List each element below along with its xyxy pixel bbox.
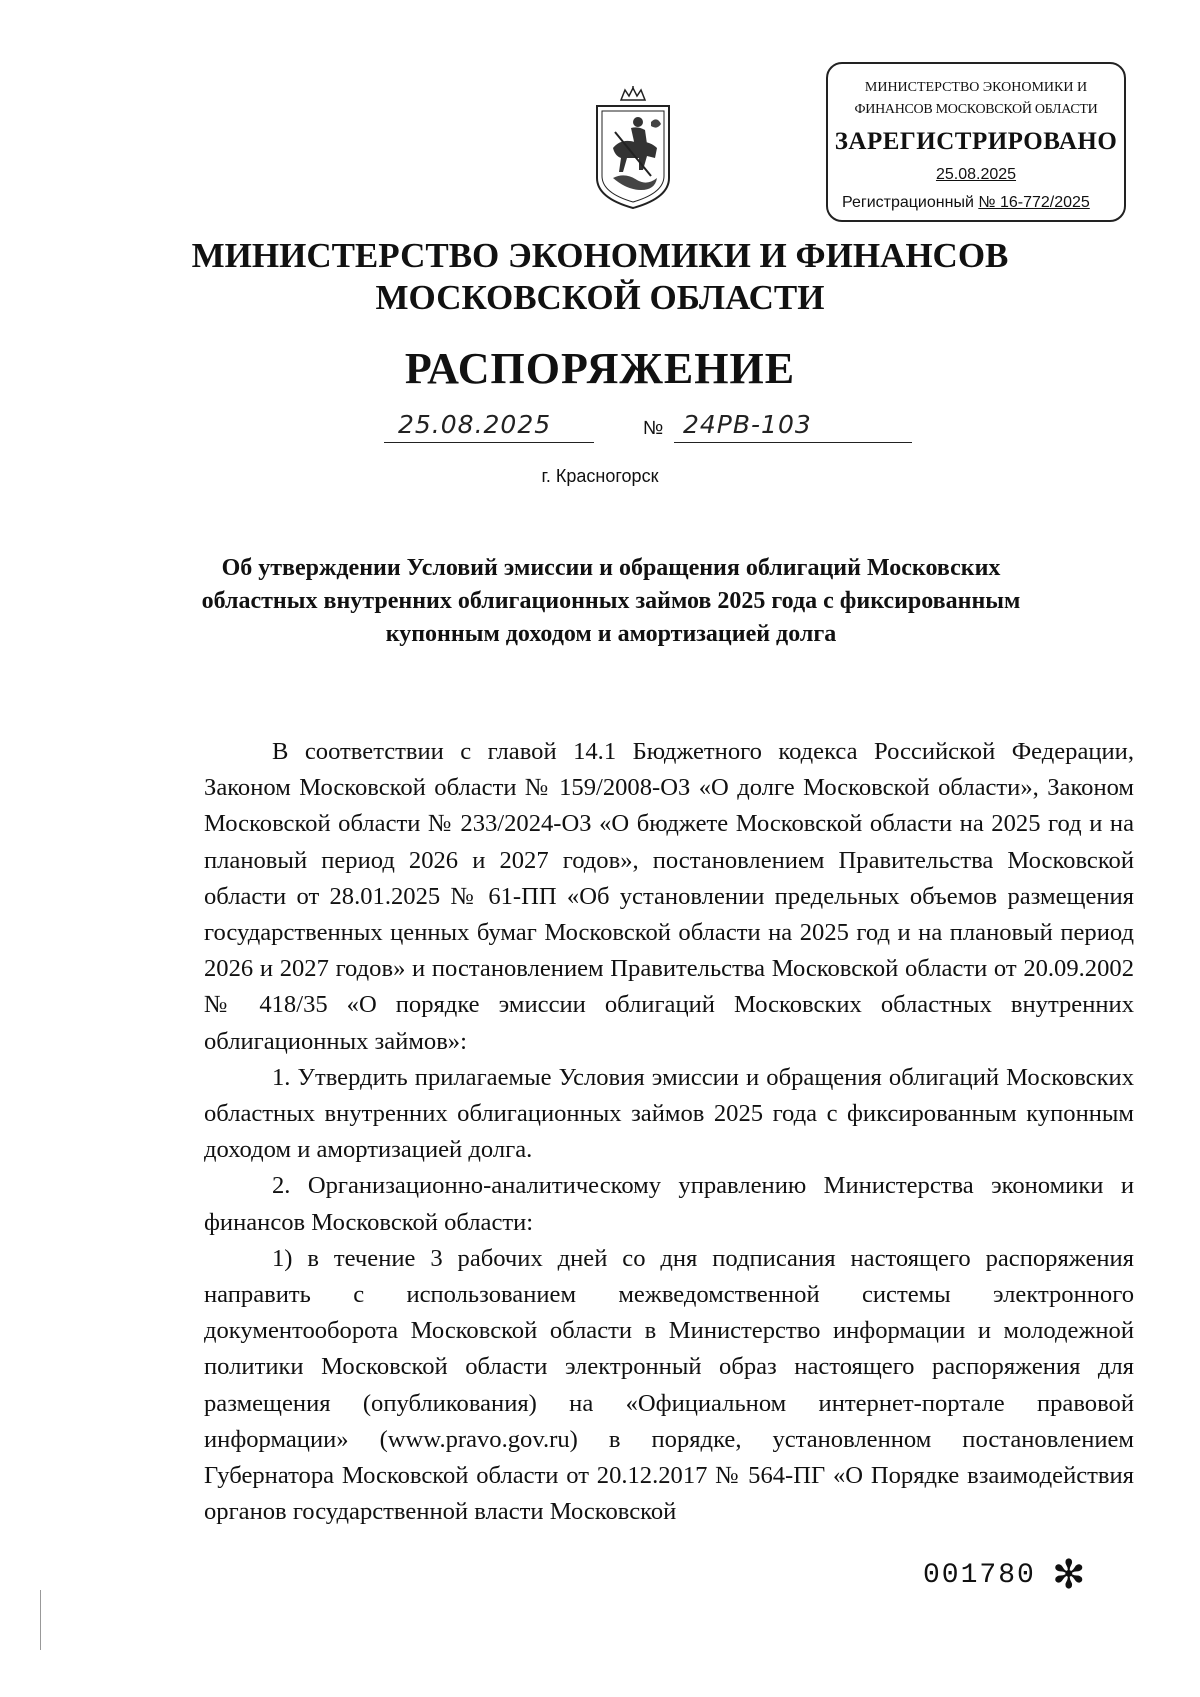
handwritten-number: 24РВ-103 — [683, 410, 812, 439]
document-subject: Об утверждении Условий эмиссии и обращения облигаций Московских областных внутренних облигационных займов 2025 года с фиксированным купонным доходом и амортизацией долга — [201, 555, 1021, 647]
document-type-title: РАСПОРЯЖЕНИЕ — [404, 344, 796, 393]
handwritten-date: 25.08.2025 — [398, 410, 552, 439]
stamp-line2: ФИНАНСОВ МОСКОВСКОЙ ОБЛАСТИ — [854, 102, 1098, 117]
date-number-line — [378, 410, 918, 450]
ministry-name-line1: МИНИСТЕРСТВО ЭКОНОМИКИ И ФИНАНСОВ — [191, 236, 1009, 275]
coat-of-arms-emblem — [591, 86, 675, 212]
body-preamble: В соответствии с главой 14.1 Бюджетного кодекса Российской Федерации, Законом Московской области № 159/2008-ОЗ «О долге Московской области», Законом Московской области № 233/2024-ОЗ «О бюджете Московской области на 2025 год и на плановый период 2026 и 2027 годов», постановлением Правительства Московской области от 28.01.2025 № 61-ПП «Об установлении предельных объемов размещения государственных ценных бумаг Московской области на 2025 год и на плановый период 2026 и 2027 годов» и постановлением Правительства Московской области от 20.09.2002 № 418/35 «О порядке эмиссии облигаций Московских областных внутренних облигационных займов»: — [204, 738, 1134, 1055]
body-item-2-1: 1) в течение 3 рабочих дней со дня подписания настоящего распоряжения направить с использованием межведомственной системы электронного документооборота Московской области в Министерство информации и молодежной политики Московской области электронный образ настоящего распоряжения для размещения (опубликования) на «Официальном интернет-портале правовой информации» (www.pravo.gov.ru) в порядке, установленном постановлением Губернатора Московской области от 20.12.2017 № 564-ПГ «О Порядке взаимодействия органов государственной власти Московской — [204, 1244, 1134, 1526]
stamp-line1: МИНИСТЕРСТВО ЭКОНОМИКИ И — [864, 80, 1088, 95]
scan-margin-mark — [40, 1590, 41, 1650]
city-name: г. Красногорск — [541, 466, 659, 486]
stamp-status: ЗАРЕГИСТРИРОВАНО — [834, 128, 1118, 155]
body-item-2: 2. Организационно-аналитическому управлению Министерства экономики и финансов Московской области: — [204, 1172, 1134, 1236]
page-serial-number: 001780 — [923, 1560, 1036, 1591]
number-underline — [674, 442, 912, 443]
number-label: № — [643, 418, 664, 439]
body-item-1: 1. Утвердить прилагаемые Условия эмиссии и обращения облигаций Московских областных внутренних облигационных займов 2025 года с фиксированным купонным доходом и амортизацией долга. — [204, 1063, 1134, 1164]
date-underline — [384, 442, 594, 443]
stamp-reg-label: Регистрационный — [842, 194, 974, 211]
ministry-name-line2: МОСКОВСКОЙ ОБЛАСТИ — [375, 278, 825, 317]
registration-stamp — [826, 62, 1126, 222]
document-body — [204, 734, 1134, 1530]
stamp-reg-number: № 16-772/2025 — [978, 194, 1090, 211]
stamp-date: 25.08.2025 — [935, 166, 1017, 183]
asterisk-mark: ✻ — [1052, 1552, 1086, 1598]
stamp-reg-row — [842, 194, 1118, 212]
stamp-date-row — [828, 166, 1124, 184]
